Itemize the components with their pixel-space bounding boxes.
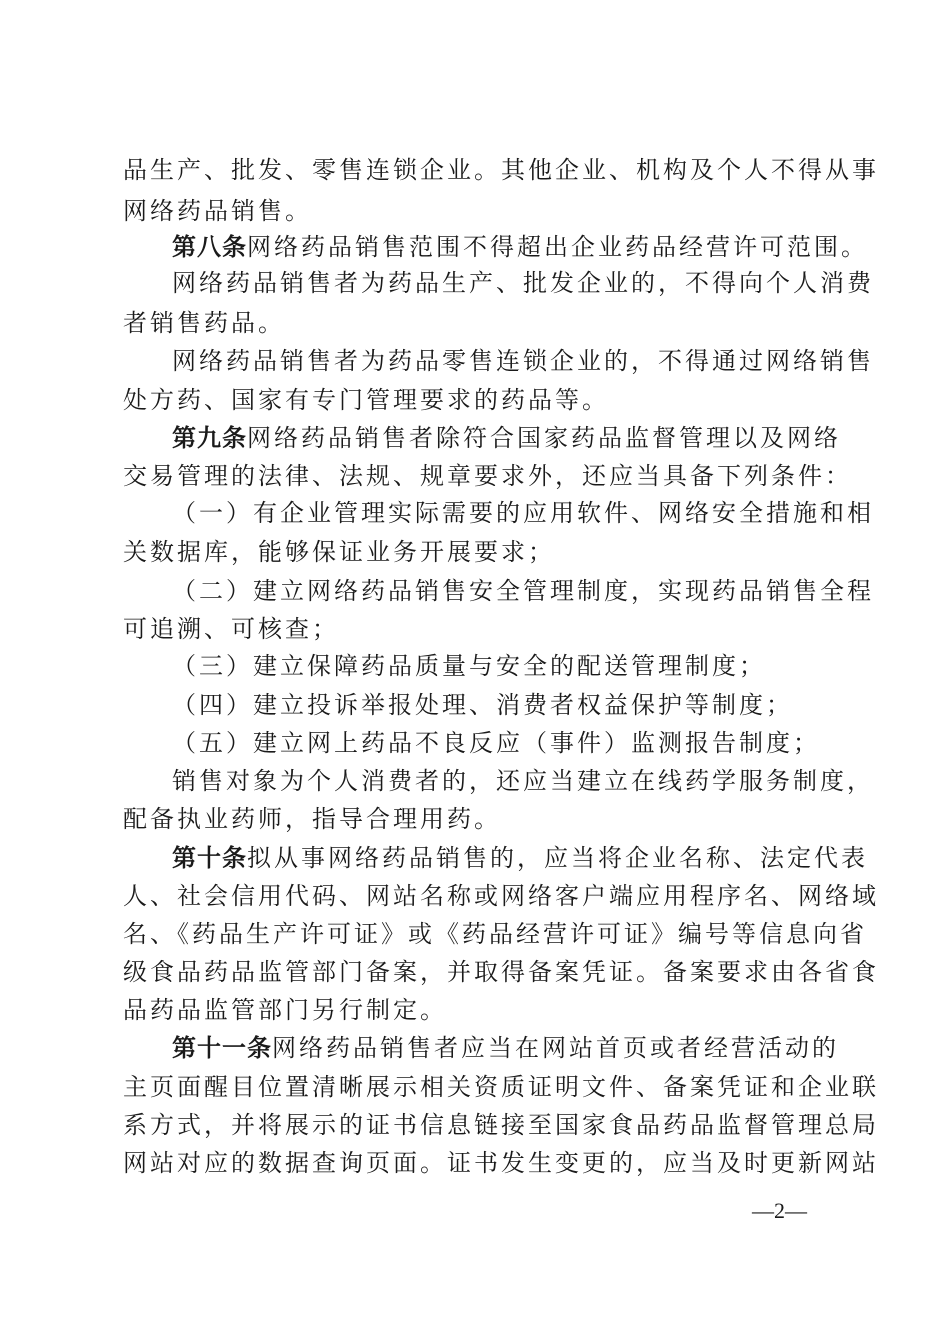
list-item-line: （二）建立网络药品销售安全管理制度，实现药品销售全程 xyxy=(172,577,874,605)
page-number: —2— xyxy=(752,1198,807,1223)
paragraph-line: 主页面醒目位置清晰展示相关资质证明文件、备案凭证和企业联 xyxy=(123,1073,879,1101)
article-text: 网络药品销售者除符合国家药品监督管理以及网络 xyxy=(247,424,841,452)
paragraph-line: 人、社会信用代码、网站名称或网络客户端应用程序名、网络域 xyxy=(123,882,879,910)
list-item-line: （五）建立网上药品不良反应（事件）监测报告制度； xyxy=(172,729,820,757)
paragraph-line: 网络药品销售者为药品零售连锁企业的，不得通过网络销售 xyxy=(172,347,874,375)
article-heading: 第十一条 xyxy=(172,1034,272,1062)
paragraph-line: 名、《药品生产许可证》或《药品经营许可证》编号等信息向省 xyxy=(123,920,867,948)
paragraph-line: 交易管理的法律、法规、规章要求外，还应当具备下列条件： xyxy=(123,462,852,490)
article-heading: 第十条 xyxy=(172,844,247,872)
paragraph-line: 关数据库，能够保证业务开展要求； xyxy=(123,538,555,566)
paragraph-line: 可追溯、可核查； xyxy=(123,615,339,643)
article-text: 拟从事网络药品销售的，应当将企业名称、法定代表 xyxy=(247,844,868,872)
paragraph-line: 配备执业药师，指导合理用药。 xyxy=(123,805,501,833)
article-11-line xyxy=(172,1033,882,1063)
paragraph-line: 者销售药品。 xyxy=(123,309,285,337)
paragraph-line: 销售对象为个人消费者的，还应当建立在线药学服务制度， xyxy=(172,767,874,795)
article-9-line xyxy=(172,423,882,453)
article-text: 网络药品销售范围不得超出企业药品经营许可范围。 xyxy=(247,233,868,261)
list-item-line: （三）建立保障药品质量与安全的配送管理制度； xyxy=(172,652,766,680)
paragraph-line: 品药品监管部门另行制定。 xyxy=(123,996,447,1024)
article-8-line xyxy=(172,232,882,262)
paragraph-line: 网络药品销售者为药品生产、批发企业的，不得向个人消费 xyxy=(172,269,874,297)
paragraph-line: 网络药品销售。 xyxy=(123,197,312,225)
paragraph-line: 级食品药品监管部门备案，并取得备案凭证。备案要求由各省食 xyxy=(123,958,879,986)
article-heading: 第九条 xyxy=(172,424,247,452)
article-heading: 第八条 xyxy=(172,233,247,261)
list-item-line: （一）有企业管理实际需要的应用软件、网络安全措施和相 xyxy=(172,499,874,527)
list-item-line: （四）建立投诉举报处理、消费者权益保护等制度； xyxy=(172,691,793,719)
article-10-line xyxy=(172,843,882,873)
paragraph-line: 网站对应的数据查询页面。证书发生变更的，应当及时更新网站 xyxy=(123,1149,879,1177)
paragraph-line: 系方式，并将展示的证书信息链接至国家食品药品监督管理总局 xyxy=(123,1111,879,1139)
article-text: 网络药品销售者应当在网站首页或者经营活动的 xyxy=(272,1034,839,1062)
paragraph-line: 品生产、批发、零售连锁企业。其他企业、机构及个人不得从事 xyxy=(123,156,879,184)
paragraph-line: 处方药、国家有专门管理要求的药品等。 xyxy=(123,386,609,414)
